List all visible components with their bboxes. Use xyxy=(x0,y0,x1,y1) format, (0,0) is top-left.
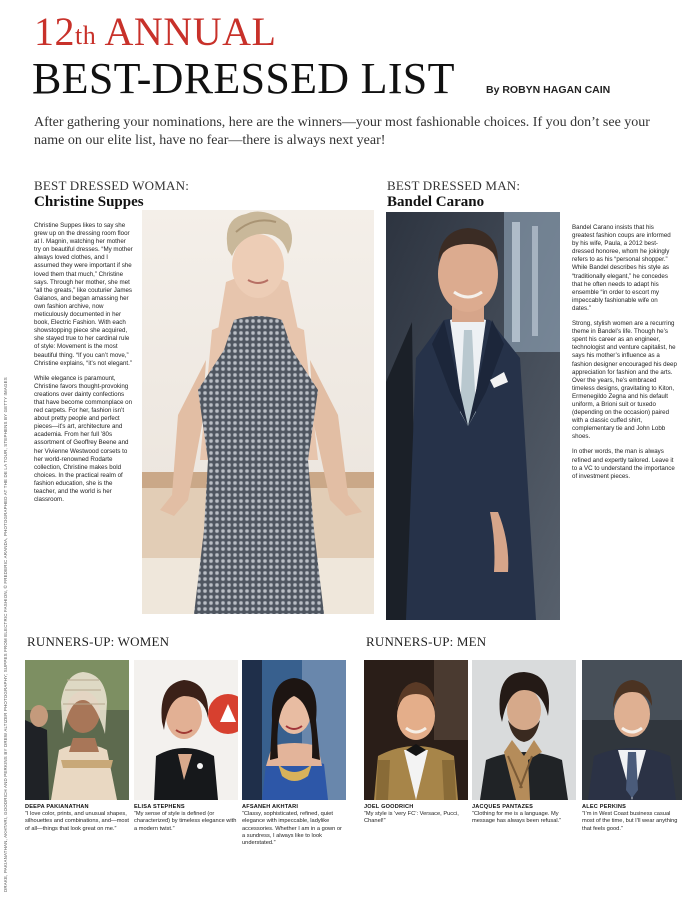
byline: By ROBYN HAGAN CAIN xyxy=(486,84,611,96)
kicker-number: 12 xyxy=(34,9,75,54)
runner-up-caption xyxy=(472,804,576,826)
runners-up-men-heading: RUNNERS-UP: MEN xyxy=(366,634,487,649)
runner-up-photo-elisa xyxy=(134,660,238,800)
runner-up-name: AFSANEH AKHTARI xyxy=(242,804,299,810)
woman-name: Christine Suppes xyxy=(34,194,144,210)
runner-up-name: ELISA STEPHENS xyxy=(134,804,185,810)
runner-up-caption xyxy=(582,804,682,833)
runner-up-caption xyxy=(134,804,238,833)
runner-up-quote: “Classy, sophisticated, refined, quiet elegance with impeccable, ladylike accessories. Whether I am in a gown or a sundress, I always like to look understated.” xyxy=(242,811,342,847)
woman-article xyxy=(34,222,134,511)
runner-up-quote: “I’m in West Coast business casual most of the time, but I’ll wear anything that feels good.” xyxy=(582,811,678,832)
runner-up-photo-deepa xyxy=(25,660,129,800)
runner-up-name: JOEL GOODRICH xyxy=(364,804,414,810)
runner-up-photo-jacques xyxy=(472,660,576,800)
woman-category: BEST DRESSED WOMAN: xyxy=(34,178,190,193)
woman-paragraph: Christine Suppes likes to say she grew up on the dressing room floor at I. Magnin, watching her mother try on beautiful dresses. “My mother always loved clothes, and I assumed they were important if she loved them that much,” Christine says. Through her mother, she met “all the greats,” like couturier James Galanos, and began amassing her own fashion archive, now meticulously documented in her book, Electric Fashion. With each showstopping piece she acquired, she stayed true to her cardinal rule of style: Movement is the most beautiful thing. “If you can’t move,” Christine explains, “it’s not elegant.” xyxy=(34,222,133,367)
runner-up-caption xyxy=(25,804,129,833)
kicker-rest: ANNUAL xyxy=(104,9,277,54)
man-paragraph: Strong, stylish women are a recurring theme in Bandel’s life. Though he’s spent his career as an engineer, technologist and venture capitalist, he says his mother’s influence as a fashion designer encouraged his deep appreciation for fashion and the arts. Over the years, he’s embraced timeless designs, gravitating to Kiton, Ermenegildo Zegna and his default uniform, a Brioni suit or tuxedo (depending on the occasion) paired with a classic cuffed shirt, complementary tie and John Lobb shoes. xyxy=(572,320,677,441)
runner-up-name: DEEPA PAKIANATHAN xyxy=(25,804,89,810)
man-paragraph: Bandel Carano insists that his greatest fashion coups are informed by his wife, Paula, a 2012 best-dressed honoree, whom he jokingly refers to as his “personal shopper.” While Bandel describes his style as “traditionally elegant,” he concedes that he often needs to adapt his ensemble “in order to escort my impeccably fashionable wife on dates.” xyxy=(572,224,671,312)
woman-paragraph: While elegance is paramount, Christine favors thought-provoking creations over dainty confections that have become commonplace on red carpets. For her, fashion isn’t about pretty people and perfect pieces—it’s art, architecture and academia. From her full ’80s assortment of Geoffrey Beene and her Vivienne Westwood corsets to her world-renowned Rodarte collection, Christine makes bold choices. In the practical realm of fashion education, she is the teacher, and the world is her classroom. xyxy=(34,374,133,504)
runner-up-caption xyxy=(242,804,346,847)
man-photo xyxy=(386,212,560,620)
man-article xyxy=(572,224,677,488)
man-paragraph: In other words, the man is always refined and expertly tailored. Leave it to a VC to understand the importance of investment pieces. xyxy=(572,448,675,480)
runner-up-photo-alec xyxy=(582,660,682,800)
man-name: Bandel Carano xyxy=(387,194,485,210)
runner-up-name: JACQUES PANTAZES xyxy=(472,804,534,810)
runner-up-caption xyxy=(364,804,468,826)
intro-text: After gathering your nominations, here are the winners—your most fashionable choices. If you don’t see your name on our elite list, have no fear—there is always next year! xyxy=(34,115,650,148)
runner-up-name: ALEC PERKINS xyxy=(582,804,627,810)
kicker-suffix: th xyxy=(75,21,97,50)
woman-photo xyxy=(142,210,374,614)
runner-up-quote: “My sense of style is defined (or characterized) by timeless elegance with a modern twist.” xyxy=(134,811,237,832)
runners-up-women-heading: RUNNERS-UP: WOMEN xyxy=(27,634,170,649)
runner-up-quote: “Clothing for me is a language. My message has always been refusal.” xyxy=(472,811,562,825)
man-category: BEST DRESSED MAN: xyxy=(387,178,521,193)
photo-credit: DRAKE, PAKIANATHAN, AKHTARI, GOODRICH AND PERKINS BY DREW ALTIZER PHOTOGRAPHY; SUPPES FROM ELECTRIC FASHION, © FREDERIC ARANDA, PHOTOGRAPHED AT THE DE LA TOUR, STEPHENS BY GETTY IMAGES xyxy=(3,377,8,892)
runner-up-photo-joel xyxy=(364,660,468,800)
page-title: BEST-DRESSED LIST xyxy=(32,54,455,103)
runner-up-quote: “I love color, prints, and unusual shapes, silhouettes and combinations, and—most of all—things that look great on me.” xyxy=(25,811,130,832)
kicker-title xyxy=(34,10,276,54)
runner-up-quote: “My style is ‘very FC’: Versace, Pucci, Chanel!” xyxy=(364,811,459,825)
runner-up-photo-afsaneh xyxy=(242,660,346,800)
